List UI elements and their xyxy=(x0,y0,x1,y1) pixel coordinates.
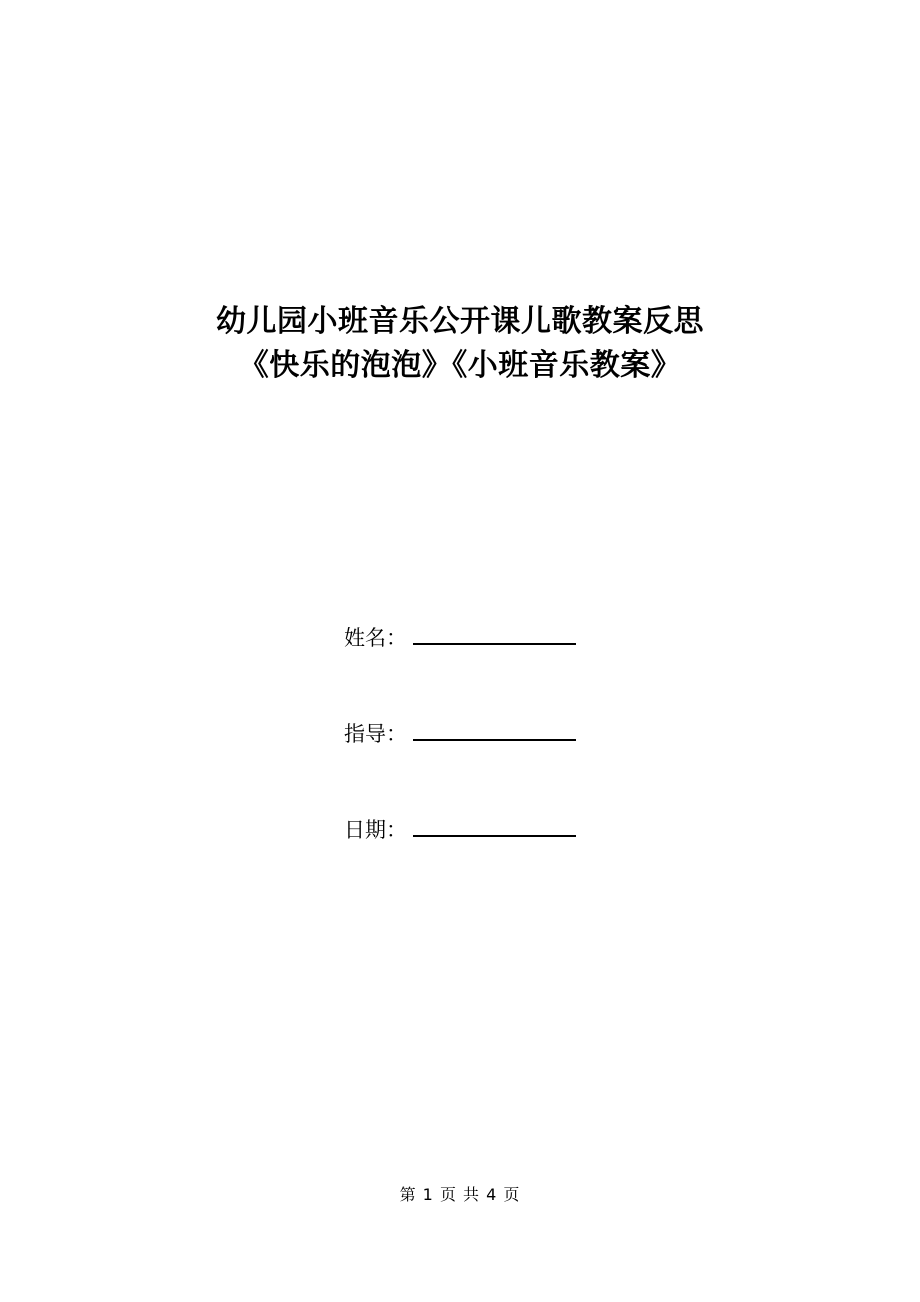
page-title xyxy=(0,300,920,388)
field-blank-date[interactable] xyxy=(413,814,576,837)
field-label-date: 日期： xyxy=(344,818,407,842)
field-row-date xyxy=(0,814,920,910)
cover-fields xyxy=(0,622,920,910)
field-row-name xyxy=(0,622,920,718)
page-title-line-2: 《快乐的泡泡》《小班音乐教案》 xyxy=(238,348,682,383)
field-row-instructor xyxy=(0,718,920,814)
page-title-line-1: 幼儿园小班音乐公开课儿歌教案反思 xyxy=(216,304,704,339)
field-blank-name[interactable] xyxy=(413,622,576,645)
page-footer: 第 1 页 共 4 页 xyxy=(399,1185,521,1204)
field-label-name: 姓名： xyxy=(344,626,407,650)
field-blank-instructor[interactable] xyxy=(413,718,576,741)
field-label-instructor: 指导： xyxy=(344,722,407,746)
